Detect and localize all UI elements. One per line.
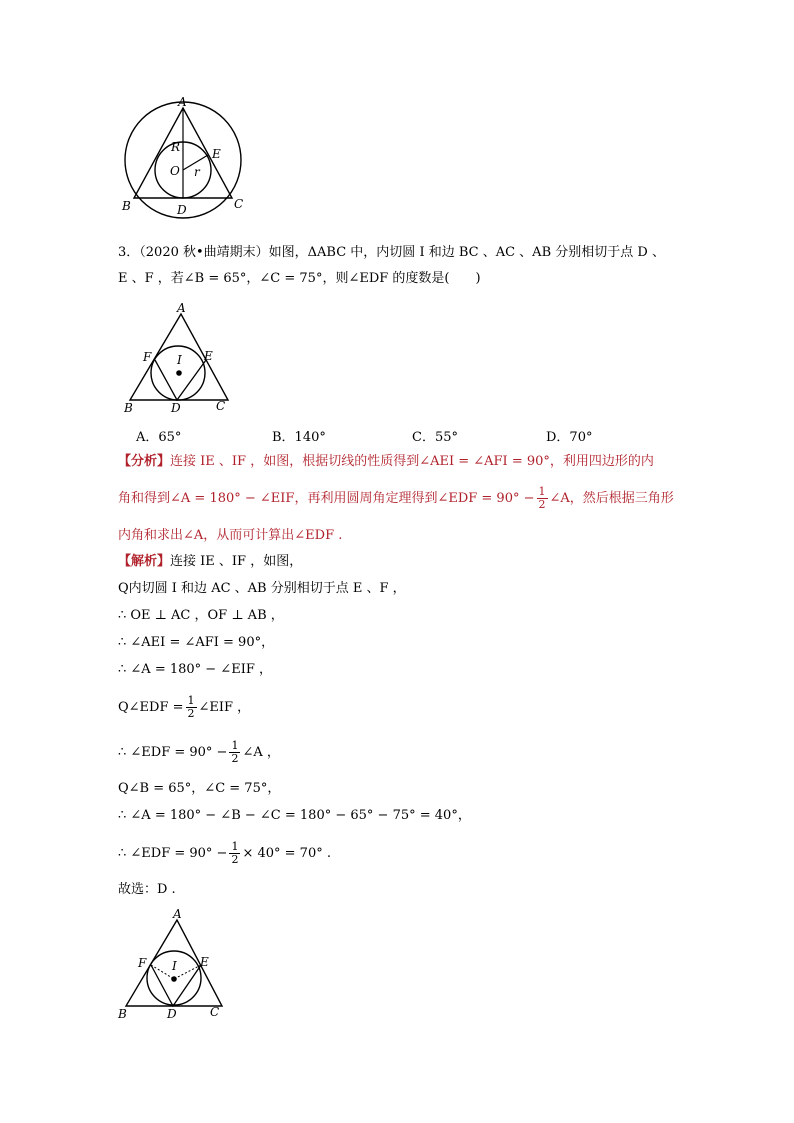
- question-line-1: 3．（2020 秋•曲靖期末）如图，ΔABC 中，内切圆 I 和边 BC 、AC 、AB 分别相切于点 D 、: [118, 245, 665, 260]
- analysis-tag: 【分析】: [118, 454, 171, 469]
- label-a: A: [177, 301, 186, 315]
- analysis-text-1: 连接 IE 、IF ，如图，根据切线的性质得到∠AEI = ∠AFI = 90°，利用四边形的内: [170, 454, 654, 469]
- label-e: E: [200, 955, 209, 969]
- solution-line-9: ∴ ∠EDF = 90° − $\frac{1}{2}$ × 40° = 70° .: [118, 840, 331, 866]
- solution-line-5: Q∠EDF = $\frac{1}{2}$ ∠EIF ，: [118, 694, 251, 720]
- solution-line-1: Q内切圆 I 和边 AC 、AB 分别相切于点 E 、F ，: [118, 581, 406, 596]
- label-e: E: [212, 147, 221, 161]
- solution-line-2: ∴ OE ⊥ AC ，OF ⊥ AB ，: [118, 608, 284, 623]
- label-c: C: [210, 1005, 220, 1019]
- label-a: A: [173, 907, 182, 921]
- figure-circles: [118, 96, 258, 220]
- label-a: A: [178, 96, 187, 109]
- fraction-half: $\frac{1}{2}$: [538, 485, 546, 511]
- label-b: B: [118, 1007, 127, 1021]
- label-i: I: [172, 959, 177, 973]
- label-d: D: [171, 401, 181, 415]
- label-f: F: [143, 350, 152, 364]
- label-b: B: [124, 401, 133, 415]
- solution-line-8: ∴ ∠A = 180° − ∠B − ∠C = 180° − 65° − 75° = 40°，: [118, 808, 471, 823]
- label-b: B: [122, 199, 131, 213]
- solution-line-7: Q∠B = 65°，∠C = 75°，: [118, 781, 281, 796]
- analysis-text-2a: 角和得到∠A = 180° − ∠EIF，再利用圆周角定理得到∠EDF = 90° −: [118, 491, 535, 506]
- label-r-small: r: [194, 165, 200, 179]
- analysis-line-3: 内角和求出∠A，从而可计算出∠EDF .: [118, 528, 343, 543]
- label-c: C: [216, 399, 226, 413]
- label-d: D: [177, 203, 187, 217]
- figure-question-triangle: [118, 300, 230, 416]
- fraction-half: $\frac{1}{2}$: [187, 694, 195, 720]
- analysis-line-1: [118, 452, 654, 472]
- label-f: F: [138, 956, 147, 970]
- label-d: D: [167, 1007, 177, 1021]
- analysis-line-2: [118, 486, 674, 511]
- solution-line-0: [118, 552, 302, 572]
- solution-line-6: ∴ ∠EDF = 90° − $\frac{1}{2}$ ∠A ，: [118, 739, 280, 765]
- fraction-half: $\frac{1}{2}$: [231, 739, 239, 765]
- option-d: D．70°: [546, 430, 593, 445]
- label-r-big: R: [171, 140, 181, 154]
- solution-text-0: 连接 IE 、IF ，如图，: [170, 554, 303, 569]
- label-c: C: [234, 197, 244, 211]
- label-e: E: [204, 349, 213, 363]
- label-o: O: [170, 164, 180, 178]
- solution-line-3: ∴ ∠AEI = ∠AFI = 90°，: [118, 635, 275, 650]
- solution-line-4: ∴ ∠A = 180° − ∠EIF ，: [118, 662, 272, 677]
- option-b: B．140°: [272, 430, 326, 445]
- center-point: [176, 370, 182, 376]
- label-i: I: [177, 353, 182, 367]
- fraction-half: $\frac{1}{2}$: [231, 840, 239, 866]
- option-a: A．65°: [136, 430, 182, 445]
- center-point: [171, 976, 177, 982]
- solution-tag: 【解析】: [118, 554, 171, 569]
- answer-line: 故选：D .: [118, 882, 176, 897]
- analysis-text-2b: ∠A，然后根据三角形: [549, 491, 674, 506]
- option-c: C．55°: [412, 430, 458, 445]
- question-line-2: E 、F ，若∠B = 65°，∠C = 75°，则∠EDF 的度数是( ): [118, 271, 481, 286]
- figure-solution-triangle: [116, 906, 228, 1024]
